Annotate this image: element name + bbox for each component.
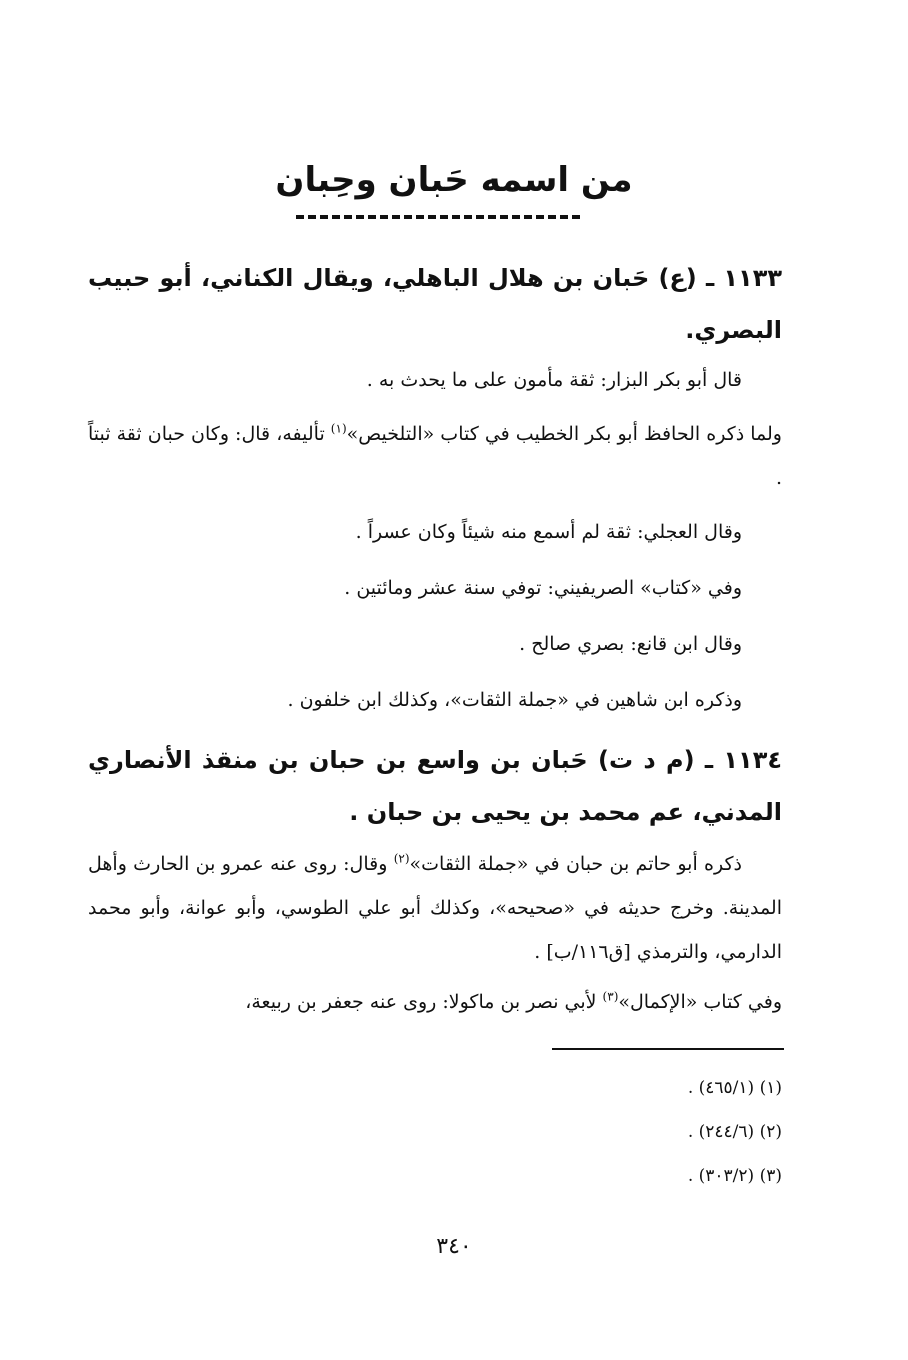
paragraph-text: وفي كتاب «الإكمال» <box>618 991 782 1013</box>
paragraph-text: وقال: روى عنه عمرو بن الحارث وأهل المدينة. وخرج حديثه في «صحيحه»، وكذلك أبو علي الطوسي، وأبو عوانة، وأبو محمد الدارمي، والترمذي [ق١١٦/ب] . <box>88 853 782 963</box>
entry-1133-paragraph: وقال العجلي: ثقة لم أسمع منه شيئاً وكان عسراً . <box>355 521 742 543</box>
footnote-ref: (٣) <box>602 989 619 1004</box>
page-number: ٣٤٠ <box>436 1234 472 1259</box>
footnotes-list <box>88 1066 782 1198</box>
chapter-title: من اسمه حَبان وحِبان <box>275 160 633 200</box>
paragraph-text: تأليفه، قال: وكان حبان ثقة ثبتاً . <box>88 423 782 489</box>
entry-1133-paragraph: وفي «كتاب» الصريفيني: توفي سنة عشر ومائتين . <box>344 577 742 599</box>
footnote: (٢) (٢٤٤/٦) . <box>687 1122 782 1142</box>
entry-1133-paragraph: وقال ابن قانع: بصري صالح . <box>519 633 742 655</box>
entry-1134-heading: ١١٣٤ ـ (م د ت) حَبان بن واسع بن حبان بن منقذ الأنصاري المدني، عم محمد بن يحيى بن حبان . <box>88 746 782 826</box>
footnote-separator <box>552 1048 784 1050</box>
paragraph-text: ذكره أبو حاتم بن حبان في «جملة الثقات» <box>409 853 742 875</box>
footnote: (٣) (٣٠٣/٢) . <box>687 1166 782 1186</box>
title-underline <box>296 215 580 219</box>
entry-1134-paragraph <box>88 842 782 974</box>
entry-1134-paragraph <box>88 980 782 1024</box>
footnote: (١) (٤٦٥/١) . <box>687 1078 782 1098</box>
paragraph-text: ولما ذكره الحافظ أبو بكر الخطيب في كتاب «التلخيص» <box>346 423 782 445</box>
entry-1133-paragraph <box>88 412 782 500</box>
paragraph-text: لأبي نصر بن ماكولا: روى عنه جعفر بن ربيعة، <box>245 991 603 1013</box>
entry-1133-heading: ١١٣٣ ـ (ع) حَبان بن هلال الباهلي، ويقال الكناني، أبو حبيب البصري. <box>88 264 782 344</box>
entry-1133-paragraph: قال أبو بكر البزار: ثقة مأمون على ما يحدث به . <box>366 369 742 391</box>
footnote-ref: (١) <box>330 421 347 436</box>
footnote-ref: (٢) <box>393 851 410 866</box>
entry-1133-paragraph: وذكره ابن شاهين في «جملة الثقات»، وكذلك ابن خلفون . <box>287 689 742 711</box>
